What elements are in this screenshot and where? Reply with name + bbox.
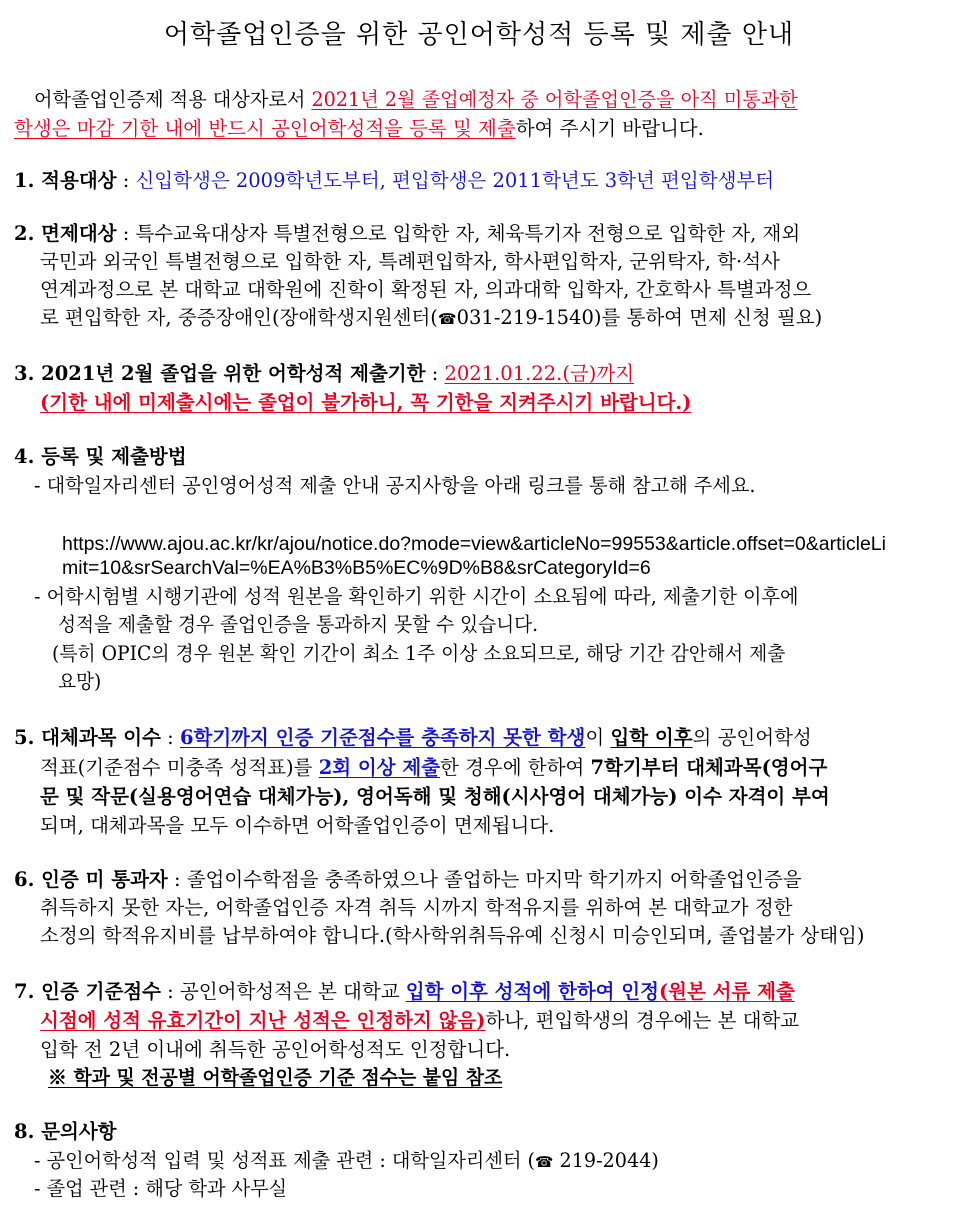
section-6-heading: 6. 인증 미 통과자: [14, 868, 168, 891]
section-5-line-1: 5. 대체과목 이수 : 6학기까지 인증 기준점수를 충족하지 못한 학생이 입학 이후의 공인어학성: [14, 726, 812, 749]
section-7-heading: 7. 인증 기준점수: [14, 980, 161, 1003]
section-2-heading: 2. 면제대상: [14, 222, 117, 245]
intro-line-1: 어학졸업인증제 적용 대상자로서 2021년 2월 졸업예정자 중 어학졸업인증을 아직 미통과한: [34, 88, 798, 111]
section-3-heading: 3. 2021년 2월 졸업을 위한 어학성적 제출기한: [14, 362, 426, 385]
section-7-line-1: 7. 인증 기준점수 : 공인어학성적은 본 대학교 입학 이후 성적에 한하여 인정(원본 서류 제출: [14, 980, 795, 1003]
section-4-item-3-line-1: (특히 OPIC의 경우 원본 확인 기간이 최소 1주 이상 소요되므로, 해당 기간 감안해서 제출: [52, 642, 786, 665]
section-2-line-4: 로 편입학한 자, 중증장애인(장애학생지원센터(☎031-219-1540)를 통하여 면제 신청 필요): [40, 306, 823, 329]
section-6-line-2: 취득하지 못한 자는, 어학졸업인증 자격 취득 시까지 학적유지를 위하여 본 대학교가 정한: [40, 896, 793, 919]
section-4-item-2-line-1: - 어학시험별 시행기관에 성적 원본을 확인하기 위한 시간이 소요됨에 따라, 제출기한 이후에: [34, 585, 799, 608]
section-7-note: ※ 학과 및 전공별 어학졸업인증 기준 점수는 붙임 참조: [48, 1066, 503, 1089]
section-6-line-1: 6. 인증 미 통과자 : 졸업이수학점을 충족하였으나 졸업하는 마지막 학기까지 어학졸업인증을: [14, 868, 802, 891]
section-4-item-2-line-2: 성적을 제출할 경우 졸업인증을 통과하지 못할 수 있습니다.: [58, 613, 539, 636]
section-3-warning: (기한 내에 미제출시에는 졸업이 불가하니, 꼭 기한을 지켜주시기 바랍니다.): [40, 391, 692, 414]
section-6-line-3: 소정의 학적유지비를 납부하여야 합니다.(학사학위취득유예 신청시 미승인되며, 졸업불가 상태임): [40, 924, 865, 947]
notice-link-line-2: mit=10&srSearchVal=%EA%B3%B5%EC%9D%B8&srCategoryId=6: [62, 557, 651, 579]
section-1: 1. 적용대상 : 신입학생은 2009학년도부터, 편입학생은 2011학년도 3학년 편입학생부터: [14, 169, 775, 192]
section-7-line-2: 시점에 성적 유효기간이 지난 성적은 인정하지 않음)하나, 편입학생의 경우에는 본 대학교: [40, 1009, 800, 1032]
document-title: 어학졸업인증을 위한 공인어학성적 등록 및 제출 안내: [163, 20, 795, 50]
phone-icon: ☎: [437, 310, 457, 328]
section-2-line-1: 2. 면제대상 : 특수교육대상자 특별전형으로 입학한 자, 체육특기자 전형으로 입학한 자, 재외: [14, 222, 801, 245]
section-5-line-2: 적표(기준점수 미충족 성적표)를 2회 이상 제출한 경우에 한하여 7학기부터 대체과목(영어구: [40, 756, 828, 779]
intro-highlight: 2021년 2월 졸업예정자 중 어학졸업인증을 아직 미통과한: [311, 88, 798, 111]
section-1-body: 신입학생은 2009학년도부터, 편입학생은 2011학년도 3학년 편입학생부터: [135, 169, 775, 192]
intro-line-2: 학생은 마감 기한 내에 반드시 공인어학성적을 등록 및 제출하여 주시기 바랍니다.: [14, 117, 704, 140]
notice-link-line-1: https://www.ajou.ac.kr/kr/ajou/notice.do?mode=view&articleNo=99553&article.offset=0&articleLi: [62, 533, 886, 555]
section-8-heading: 8. 문의사항: [14, 1120, 117, 1143]
section-2-line-2: 국민과 외국인 특별전형으로 입학한 자, 특례편입학자, 학사편입학자, 군위탁자, 학·석사: [40, 250, 780, 273]
section-2-line-3: 연계과정으로 본 대학교 대학원에 진학이 확정된 자, 의과대학 입학자, 간호학사 특별과정으: [40, 278, 812, 301]
section-1-heading: 1. 적용대상: [14, 169, 117, 192]
section-8-item-2: - 졸업 관련 : 해당 학과 사무실: [34, 1177, 288, 1200]
section-3-line-1: 3. 2021년 2월 졸업을 위한 어학성적 제출기한 : 2021.01.22.(금)까지: [14, 362, 635, 385]
section-5-line-3: 문 및 작문(실용영어연습 대체가능), 영어독해 및 청해(시사영어 대체가능) 이수 자격이 부여: [40, 785, 830, 808]
section-4-heading: 4. 등록 및 제출방법: [14, 445, 187, 468]
intro-highlight-cont: 학생은 마감 기한 내에 반드시 공인어학성적을 등록 및 제출: [14, 117, 516, 140]
section-5-heading: 5. 대체과목 이수: [14, 726, 161, 749]
section-5-line-4: 되며, 대체과목을 모두 이수하면 어학졸업인증이 면제됩니다.: [40, 814, 555, 837]
section-8-item-1: - 공인어학성적 입력 및 성적표 제출 관련 : 대학일자리센터 (☎ 219-2044): [34, 1149, 659, 1172]
deadline-date: 2021.01.22.(금)까지: [444, 362, 635, 385]
section-4-item-1: - 대학일자리센터 공인영어성적 제출 안내 공지사항을 아래 링크를 통해 참고해 주세요.: [34, 474, 756, 497]
phone-icon: ☎: [535, 1153, 554, 1171]
section-4-item-3-line-2: 요망): [58, 670, 102, 693]
section-7-line-3: 입학 전 2년 이내에 취득한 공인어학성적도 인정합니다.: [40, 1038, 511, 1061]
